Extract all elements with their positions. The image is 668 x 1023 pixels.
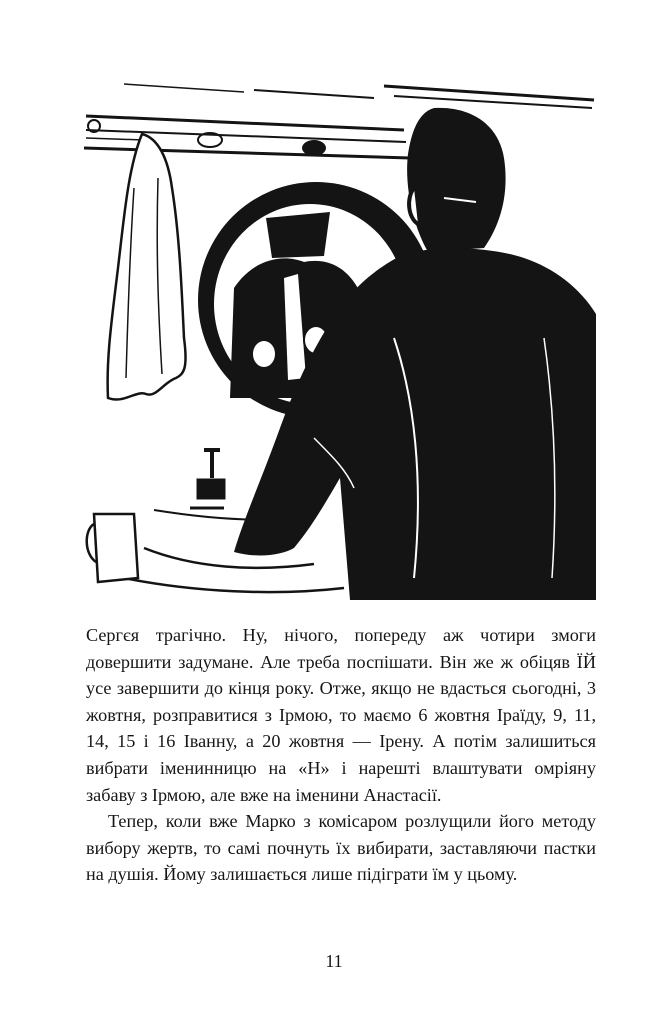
illustration	[84, 78, 596, 600]
body-text	[86, 622, 596, 888]
man-mirror-illustration	[84, 78, 596, 600]
man-head	[407, 108, 505, 252]
page-number: 11	[325, 951, 343, 971]
cup	[87, 514, 138, 582]
paragraph-2: Тепер, коли вже Марко з комісаром розлущили його методу вибору жертв, то самі почнуть їх вибирати, заставляючи пастки на душія. Йому залишається лише підіграти їм у цьому.	[86, 811, 596, 885]
towel	[108, 134, 186, 400]
paragraph-1: Сергєя трагічно. Ну, нічого, попереду аж чотири змоги довершити задумане. Але треба поспішати. Він же ж обіцяв ЇЙ усе завершити до кінця року. Отже, якщо не вдасться сьогодні, 3 жовтня, розправитися з Ірмою, то маємо 6 жовтня Іраїду, 9, 11, 14, 15 і 16 Іванну, а 20 жовтня — Ірену. А потім залишиться вибрати іменинницю на «Н» і нарешті влаштувати омріяну забаву з Ірмою, але вже на іменини Анастасії.	[86, 625, 596, 805]
